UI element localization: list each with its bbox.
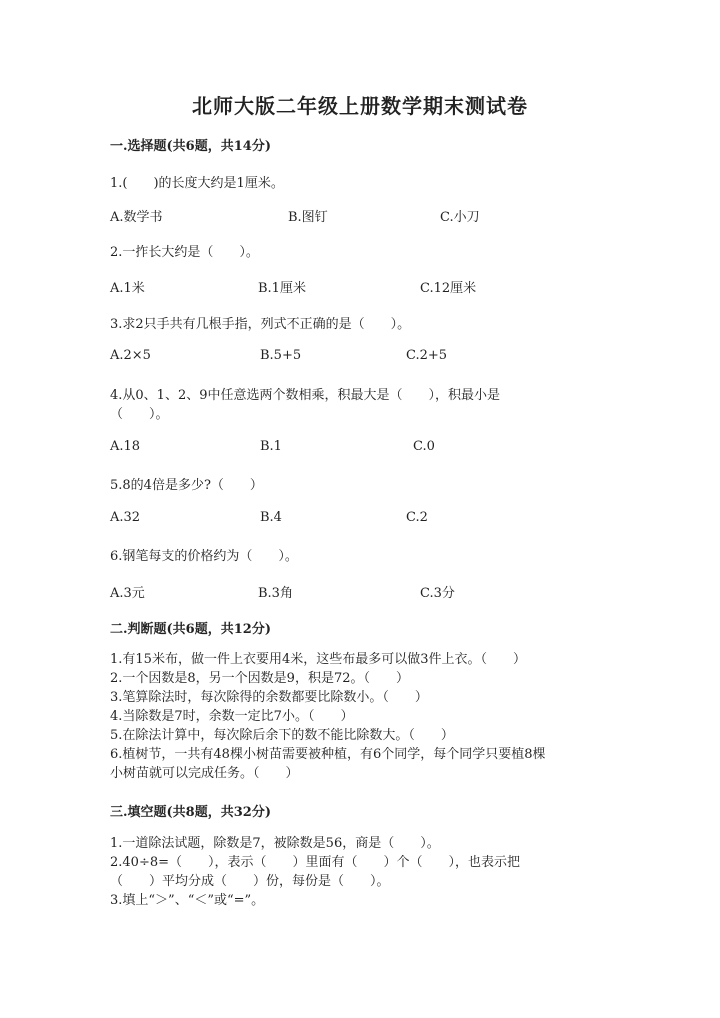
question-5-options: [110, 510, 630, 528]
section-heading-judge: 二.判断题(共6题，共12分): [110, 622, 271, 637]
judge-item-2: 2.一个因数是8，另一个因数是9，积是72。（ ）: [110, 671, 409, 686]
option-b: B.4: [260, 510, 282, 525]
fill-item-3: 3.填上“＞”、“＜”或“=”。: [110, 893, 265, 908]
section-heading-fill: 三.填空题(共8题，共32分): [110, 805, 271, 820]
option-c: C.12厘米: [420, 281, 477, 296]
question-2-options: [110, 277, 630, 295]
option-c: C.3分: [420, 586, 455, 601]
option-b: B.1: [260, 439, 282, 454]
judge-item-3: 3.笔算除法时，每次除得的余数都要比除数小。（ ）: [110, 690, 428, 705]
option-c: C.0: [413, 439, 435, 454]
option-b: B.图钉: [288, 210, 328, 225]
fill-item-1: 1.一道除法试题，除数是7，被除数是56，商是（ ）。: [110, 836, 440, 851]
question-1-options: [110, 206, 630, 224]
question-4-options: [110, 439, 630, 457]
option-a: A.数学书: [110, 210, 163, 225]
judge-item-6-line1: 6.植树节，一共有48棵小树苗需要被种植，有6个同学，每个同学只要植8棵: [110, 747, 546, 762]
judge-item-1: 1.有15米布，做一件上衣要用4米，这些布最多可以做3件上衣。（ ）: [110, 652, 526, 667]
page-title: 北师大版二年级上册数学期末测试卷: [192, 94, 528, 118]
option-b: B.5+5: [260, 348, 302, 363]
judge-item-5: 5.在除法计算中，每次除后余下的数不能比除数大。（ ）: [110, 728, 454, 743]
option-b: B.3角: [258, 586, 293, 601]
question-3-options: [110, 348, 630, 366]
question-5: 5.8的4倍是多少?（ ）: [110, 478, 263, 493]
question-1: 1.( )的长度大约是1厘米。: [110, 176, 284, 191]
fill-item-2-line2: （ ）平均分成（ ）份，每份是（ ）。: [110, 874, 390, 889]
fill-item-2-line1: 2.40÷8=（ ），表示（ ）里面有（ ）个（ ），也表示把: [110, 855, 521, 870]
option-a: A.18: [110, 439, 141, 454]
option-a: A.2×5: [110, 348, 151, 363]
option-a: A.32: [110, 510, 141, 525]
judge-item-4: 4.当除数是7时，余数一定比7小。（ ）: [110, 709, 354, 724]
question-6: 6.钢笔每支的价格约为（ ）。: [110, 549, 298, 564]
question-4-line2: （ ）。: [110, 407, 169, 422]
question-2: 2.一拃长大约是（ ）。: [110, 245, 259, 260]
option-b: B.1厘米: [258, 281, 306, 296]
option-c: C.2+5: [406, 348, 448, 363]
section-heading-choice: 一.选择题(共6题，共14分): [110, 139, 271, 154]
option-a: A.1米: [110, 281, 145, 296]
question-3: 3.求2只手共有几根手指，列式不正确的是（ ）。: [110, 317, 411, 332]
question-6-options: [110, 582, 630, 600]
option-c: C.小刀: [440, 210, 480, 225]
option-a: A.3元: [110, 586, 145, 601]
option-c: C.2: [406, 510, 428, 525]
question-4-line1: 4.从0、1、2、9中任意选两个数相乘，积最大是（ ），积最小是: [110, 388, 500, 403]
judge-item-6-line2: 小树苗就可以完成任务。（ ）: [110, 766, 299, 781]
